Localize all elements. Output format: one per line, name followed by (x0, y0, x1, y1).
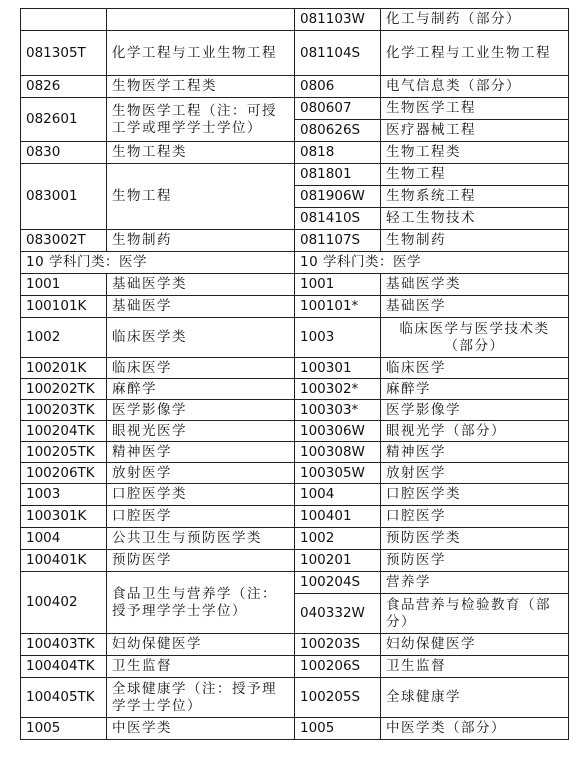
name-cell: 口腔医学类 (107, 484, 295, 506)
name-cell: 基础医学 (381, 296, 569, 318)
name-cell: 卫生监督 (107, 656, 295, 678)
table-row (21, 421, 569, 442)
name-cell: 化学工程与工业生物工程 (107, 31, 295, 76)
name-cell: 生物工程类 (381, 142, 569, 164)
code-cell: 100205TK (21, 442, 107, 463)
code-cell: 100206S (295, 656, 381, 678)
table-row (21, 656, 569, 678)
code-cell: 100305W (295, 463, 381, 484)
name-cell: 生物制药 (107, 230, 295, 252)
table-row (21, 718, 569, 740)
name-cell: 生物医学工程 (381, 98, 569, 120)
table-row (21, 550, 569, 572)
code-cell: 1004 (295, 484, 381, 506)
name-cell: 卫生监督 (381, 656, 569, 678)
code-cell: 100306W (295, 421, 381, 442)
name-cell: 眼视光学（部分） (381, 421, 569, 442)
code-cell: 100301 (295, 358, 381, 379)
name-cell: 麻醉学 (107, 379, 295, 400)
name-cell: 营养学 (381, 572, 569, 594)
code-cell: 100301K (21, 506, 107, 528)
table-row (21, 572, 569, 594)
code-cell: 1005 (21, 718, 107, 740)
name-cell: 生物工程 (107, 164, 295, 230)
code-cell: 080607 (295, 98, 381, 120)
code-cell: 083002T (21, 230, 107, 252)
name-cell: 临床医学类 (107, 318, 295, 358)
major-code-comparison-table (20, 8, 569, 740)
table-row (21, 358, 569, 379)
code-cell: 081801 (295, 164, 381, 186)
code-cell: 100203TK (21, 400, 107, 421)
name-cell: 放射医学 (107, 463, 295, 484)
table-row (21, 76, 569, 98)
code-cell: 081104S (295, 31, 381, 76)
code-cell: 1004 (21, 528, 107, 550)
code-cell: 100205S (295, 678, 381, 718)
name-cell: 临床医学 (381, 358, 569, 379)
code-cell: 1002 (295, 528, 381, 550)
table-row (21, 442, 569, 463)
name-cell: 医学影像学 (107, 400, 295, 421)
name-cell: 基础医学类 (381, 274, 569, 296)
name-cell: 公共卫生与预防医学类 (107, 528, 295, 550)
code-cell: 100303* (295, 400, 381, 421)
code-cell: 100405TK (21, 678, 107, 718)
name-cell: 医疗器械工程 (381, 120, 569, 142)
table-row (21, 400, 569, 421)
name-cell: 电气信息类（部分） (381, 76, 569, 98)
name-cell: 精神医学 (381, 442, 569, 463)
name-cell: 妇幼保健医学 (107, 634, 295, 656)
table-row (21, 634, 569, 656)
table-row (21, 142, 569, 164)
code-cell: 082601 (21, 98, 107, 142)
name-cell: 口腔医学 (107, 506, 295, 528)
name-cell: 中医学类 (107, 718, 295, 740)
code-cell: 0806 (295, 76, 381, 98)
name-cell: 预防医学 (107, 550, 295, 572)
code-cell: 080626S (295, 120, 381, 142)
name-cell: 口腔医学 (381, 506, 569, 528)
table-row (21, 678, 569, 718)
code-cell: 0818 (295, 142, 381, 164)
code-cell: 1003 (295, 318, 381, 358)
name-cell: 临床医学与医学技术类（部分） (381, 318, 569, 358)
code-cell (21, 9, 107, 31)
code-cell: 0830 (21, 142, 107, 164)
table-row (21, 9, 569, 31)
code-cell: 081107S (295, 230, 381, 252)
code-cell: 081305T (21, 31, 107, 76)
name-cell: 生物工程类 (107, 142, 295, 164)
table-row (21, 296, 569, 318)
name-cell: 食品卫生与营养学（注：授予理学学士学位） (107, 572, 295, 634)
name-cell: 生物制药 (381, 230, 569, 252)
code-cell: 100302* (295, 379, 381, 400)
name-cell: 中医学类（部分） (381, 718, 569, 740)
code-cell: 100201K (21, 358, 107, 379)
name-cell: 全球健康学 (381, 678, 569, 718)
table-row (21, 230, 569, 252)
name-cell: 口腔医学类 (381, 484, 569, 506)
code-cell: 083001 (21, 164, 107, 230)
name-cell: 食品营养与检验教育（部分） (381, 594, 569, 634)
name-cell: 眼视光医学 (107, 421, 295, 442)
code-cell: 1002 (21, 318, 107, 358)
name-cell: 化学工程与工业生物工程 (381, 31, 569, 76)
code-cell: 081410S (295, 208, 381, 230)
name-cell: 生物系统工程 (381, 186, 569, 208)
code-cell: 040332W (295, 594, 381, 634)
code-cell: 100308W (295, 442, 381, 463)
name-cell: 麻醉学 (381, 379, 569, 400)
code-cell: 100101K (21, 296, 107, 318)
name-cell: 生物医学工程类 (107, 76, 295, 98)
name-cell: 全球健康学（注：授予理学学士学位） (107, 678, 295, 718)
code-cell: 081906W (295, 186, 381, 208)
name-cell: 轻工生物技术 (381, 208, 569, 230)
table-row (21, 164, 569, 186)
name-cell: 预防医学 (381, 550, 569, 572)
table-row (21, 463, 569, 484)
code-cell: 1001 (295, 274, 381, 296)
table-row (21, 274, 569, 296)
code-cell: 100204TK (21, 421, 107, 442)
name-cell: 放射医学 (381, 463, 569, 484)
table-row (21, 252, 569, 274)
name-cell: 基础医学类 (107, 274, 295, 296)
table-row (21, 506, 569, 528)
code-cell: 1005 (295, 718, 381, 740)
table-row (21, 528, 569, 550)
table-row (21, 98, 569, 120)
code-cell: 1003 (21, 484, 107, 506)
name-cell: 基础医学 (107, 296, 295, 318)
code-cell: 100203S (295, 634, 381, 656)
name-cell: 生物医学工程（注：可授工学或理学学士学位） (107, 98, 295, 142)
code-cell: 100401K (21, 550, 107, 572)
table-row (21, 484, 569, 506)
name-cell: 精神医学 (107, 442, 295, 463)
table-body (21, 9, 569, 740)
code-cell: 100404TK (21, 656, 107, 678)
name-cell: 医学影像学 (381, 400, 569, 421)
code-cell: 100202TK (21, 379, 107, 400)
code-cell: 100206TK (21, 463, 107, 484)
code-cell: 100204S (295, 572, 381, 594)
code-cell: 100402 (21, 572, 107, 634)
name-cell (107, 9, 295, 31)
code-cell: 100101* (295, 296, 381, 318)
table-row (21, 379, 569, 400)
code-cell: 100401 (295, 506, 381, 528)
code-cell: 1001 (21, 274, 107, 296)
code-cell: 100403TK (21, 634, 107, 656)
table-row (21, 31, 569, 53)
name-cell: 预防医学类 (381, 528, 569, 550)
name-cell: 生物工程 (381, 164, 569, 186)
code-cell: 0826 (21, 76, 107, 98)
section-header-cell: 10 学科门类：医学 (295, 252, 569, 274)
section-header-cell: 10 学科门类：医学 (21, 252, 295, 274)
name-cell: 妇幼保健医学 (381, 634, 569, 656)
name-cell: 临床医学 (107, 358, 295, 379)
table-row (21, 318, 569, 358)
name-cell: 化工与制药（部分） (381, 9, 569, 31)
code-cell: 100201 (295, 550, 381, 572)
code-cell: 081103W (295, 9, 381, 31)
